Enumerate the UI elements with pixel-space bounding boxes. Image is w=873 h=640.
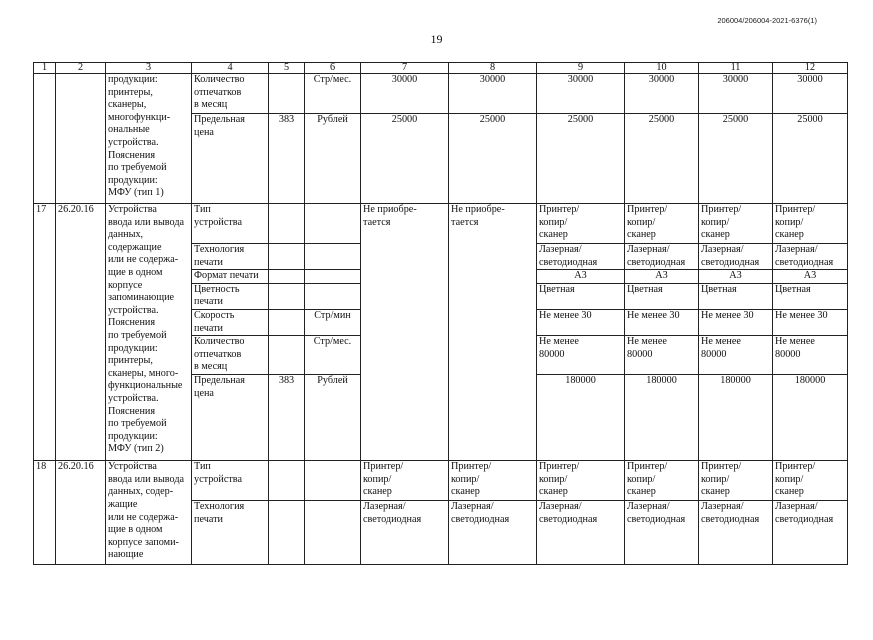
value-cell: А3	[625, 270, 699, 284]
okei-code-cell	[269, 244, 305, 270]
item-name-cell: продукции: принтеры, сканеры, многофункци- ональные устройства. Пояснения по требуемой продукции: МФУ (тип 1)	[106, 74, 192, 204]
value-cell: Не менее 30	[537, 309, 625, 335]
unit-cell: Рублей	[305, 114, 361, 204]
value-cell: Не приобре- тается	[361, 204, 449, 461]
value-cell: 25000	[699, 114, 773, 204]
okei-code-cell	[269, 461, 305, 501]
unit-cell	[305, 244, 361, 270]
value-cell: 30000	[699, 74, 773, 114]
value-cell: Лазерная/ светодиодная	[699, 244, 773, 270]
unit-cell	[305, 501, 361, 565]
page-number: 19	[430, 32, 443, 46]
value-cell: Лазерная/ светодиодная	[773, 244, 848, 270]
characteristic-cell: Цветность печати	[192, 283, 269, 309]
value-cell: Не менее 30	[699, 309, 773, 335]
okpd-cell: 26.20.16	[56, 204, 106, 461]
document-id: 206004/206004-2021-6376(1)	[717, 16, 817, 25]
requirements-table	[33, 62, 848, 565]
value-cell: 30000	[537, 74, 625, 114]
value-cell: Не менее 30	[625, 309, 699, 335]
value-cell: 180000	[625, 375, 699, 461]
characteristic-cell: Технология печати	[192, 244, 269, 270]
okei-code-cell	[269, 283, 305, 309]
value-cell: 30000	[449, 74, 537, 114]
value-cell: Лазерная/ светодиодная	[699, 501, 773, 565]
value-cell: Принтер/ копир/ сканер	[773, 461, 848, 501]
unit-cell	[305, 283, 361, 309]
okei-code-cell	[269, 501, 305, 565]
characteristic-cell: Предельная цена	[192, 375, 269, 461]
value-cell: А3	[773, 270, 848, 284]
value-cell: 30000	[773, 74, 848, 114]
value-cell: Лазерная/ светодиодная	[625, 244, 699, 270]
row-number-cell: 18	[34, 461, 56, 565]
row-number-cell: 17	[34, 204, 56, 461]
okei-code-cell	[269, 74, 305, 114]
table-row	[34, 204, 848, 244]
col-header: 6	[305, 63, 361, 74]
value-cell: 25000	[449, 114, 537, 204]
value-cell: 25000	[625, 114, 699, 204]
value-cell: Принтер/ копир/ сканер	[537, 461, 625, 501]
okei-code-cell	[269, 309, 305, 335]
characteristic-cell: Количество отпечатков в месяц	[192, 336, 269, 375]
col-header: 2	[56, 63, 106, 74]
okei-code-cell	[269, 270, 305, 284]
characteristic-cell: Тип устройства	[192, 204, 269, 244]
characteristic-cell: Скорость печати	[192, 309, 269, 335]
value-cell: Цветная	[699, 283, 773, 309]
value-cell: Не менее 30	[773, 309, 848, 335]
value-cell: 30000	[625, 74, 699, 114]
value-cell: 180000	[773, 375, 848, 461]
value-cell: Принтер/ копир/ сканер	[625, 204, 699, 244]
characteristic-cell: Количество отпечатков в месяц	[192, 74, 269, 114]
value-cell: Принтер/ копир/ сканер	[361, 461, 449, 501]
characteristic-cell: Технология печати	[192, 501, 269, 565]
value-cell: А3	[699, 270, 773, 284]
unit-cell	[305, 270, 361, 284]
unit-cell: Рублей	[305, 375, 361, 461]
value-cell: Принтер/ копир/ сканер	[699, 461, 773, 501]
col-header: 10	[625, 63, 699, 74]
value-cell: Принтер/ копир/ сканер	[537, 204, 625, 244]
okei-code-cell: 383	[269, 114, 305, 204]
value-cell: Не менее 80000	[625, 336, 699, 375]
col-header: 1	[34, 63, 56, 74]
value-cell: Лазерная/ светодиодная	[361, 501, 449, 565]
value-cell: 30000	[361, 74, 449, 114]
value-cell: 25000	[537, 114, 625, 204]
unit-cell	[305, 461, 361, 501]
value-cell: Цветная	[625, 283, 699, 309]
value-cell: 25000	[361, 114, 449, 204]
okpd-cell	[56, 74, 106, 204]
col-header: 9	[537, 63, 625, 74]
value-cell: Лазерная/ светодиодная	[537, 244, 625, 270]
okei-code-cell	[269, 204, 305, 244]
value-cell: Не приобре- тается	[449, 204, 537, 461]
value-cell: Лазерная/ светодиодная	[773, 501, 848, 565]
table-row	[34, 74, 848, 114]
value-cell: Не менее 80000	[773, 336, 848, 375]
unit-cell: Стр/мес.	[305, 336, 361, 375]
col-header: 12	[773, 63, 848, 74]
header-row	[34, 63, 848, 74]
value-cell: Лазерная/ светодиодная	[537, 501, 625, 565]
unit-cell: Стр/мес.	[305, 74, 361, 114]
row-number-cell	[34, 74, 56, 204]
col-header: 11	[699, 63, 773, 74]
value-cell: 180000	[537, 375, 625, 461]
value-cell: Принтер/ копир/ сканер	[449, 461, 537, 501]
value-cell: 180000	[699, 375, 773, 461]
value-cell: Принтер/ копир/ сканер	[625, 461, 699, 501]
characteristic-cell: Предельная цена	[192, 114, 269, 204]
value-cell: Цветная	[773, 283, 848, 309]
okei-code-cell	[269, 336, 305, 375]
value-cell: Принтер/ копир/ сканер	[773, 204, 848, 244]
col-header: 8	[449, 63, 537, 74]
col-header: 5	[269, 63, 305, 74]
col-header: 7	[361, 63, 449, 74]
item-name-cell: Устройства ввода или вывода данных, содер- жащие или не содержа- щие в одном корпусе запоми- нающие	[106, 461, 192, 565]
unit-cell	[305, 204, 361, 244]
value-cell: Принтер/ копир/ сканер	[699, 204, 773, 244]
okpd-cell: 26.20.16	[56, 461, 106, 565]
value-cell: 25000	[773, 114, 848, 204]
value-cell: Не менее 80000	[537, 336, 625, 375]
col-header: 4	[192, 63, 269, 74]
unit-cell: Стр/мин	[305, 309, 361, 335]
col-header: 3	[106, 63, 192, 74]
table-row	[34, 461, 848, 501]
value-cell: Лазерная/ светодиодная	[625, 501, 699, 565]
item-name-cell: Устройства ввода или вывода данных, содержащие или не содержа- щие в одном корпусе запоминающие устройства. Пояснения по требуемой продукции: принтеры, сканеры, много- функциональные устройства. Пояснения по требуемой продукции: МФУ (тип 2)	[106, 204, 192, 461]
characteristic-cell: Формат печати	[192, 270, 269, 284]
value-cell: А3	[537, 270, 625, 284]
value-cell: Не менее 80000	[699, 336, 773, 375]
value-cell: Лазерная/ светодиодная	[449, 501, 537, 565]
characteristic-cell: Тип устройства	[192, 461, 269, 501]
okei-code-cell: 383	[269, 375, 305, 461]
value-cell: Цветная	[537, 283, 625, 309]
